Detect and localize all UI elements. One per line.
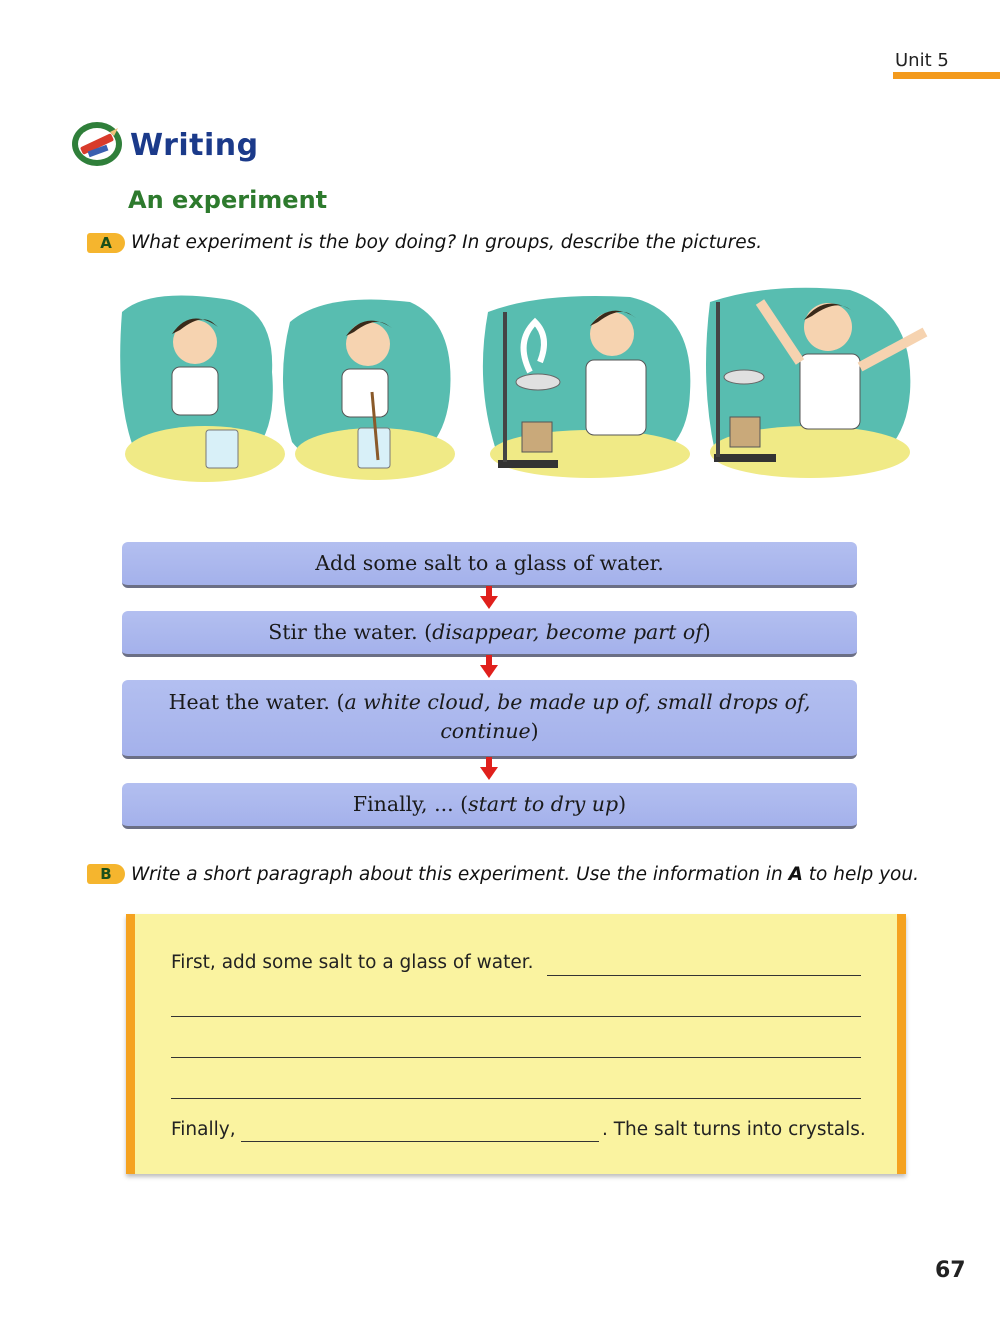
- writing-line-5[interactable]: [241, 1141, 599, 1142]
- part-b-instruction: [131, 864, 919, 885]
- writing-line-3[interactable]: [171, 1057, 861, 1058]
- finally-label: Finally,: [171, 1119, 236, 1140]
- step-2-stir: [122, 611, 857, 657]
- picture-heat: [483, 296, 690, 478]
- part-b-instruction-end: to help you.: [802, 864, 919, 885]
- writing-line-2[interactable]: [171, 1016, 861, 1017]
- picture-finally: [706, 288, 925, 478]
- section-title: Writing: [130, 128, 259, 163]
- down-arrow-icon: [479, 586, 499, 610]
- unit-label: Unit 5: [895, 50, 949, 71]
- unit-accent-bar: [893, 72, 1000, 79]
- step-3-paren-open: (: [336, 690, 345, 714]
- writing-pencil-icon: [70, 118, 126, 168]
- closing-text: . The salt turns into crystals.: [602, 1119, 866, 1140]
- step-2-text: Stir the water.: [268, 620, 425, 644]
- part-a-badge: A: [87, 233, 125, 253]
- part-b-badge: B: [87, 864, 125, 884]
- step-4-paren-open: (: [460, 792, 469, 816]
- down-arrow-icon: [479, 655, 499, 679]
- step-2-paren-close: ): [702, 620, 711, 644]
- part-b-instruction-bold: A: [788, 864, 803, 885]
- step-2-hint: disappear, become part of: [432, 620, 703, 644]
- step-3-text: Heat the water.: [168, 690, 337, 714]
- picture-add-salt: [120, 296, 285, 482]
- step-4-text: Finally, ...: [352, 792, 461, 816]
- writing-line-1[interactable]: [547, 975, 861, 976]
- step-3-paren-close: ): [530, 719, 539, 743]
- page-number: 67: [935, 1258, 966, 1283]
- first-line-text: First, add some salt to a glass of water.: [171, 952, 534, 973]
- step-2-paren-open: (: [424, 620, 433, 644]
- writing-line-4[interactable]: [171, 1098, 861, 1099]
- writing-box: [126, 914, 906, 1174]
- part-b-instruction-start: Write a short paragraph about this experiment. Use the information in: [131, 864, 789, 885]
- step-3-hint: a white cloud, be made up of, small drops of, continue: [344, 690, 811, 743]
- step-4-finally: [122, 783, 857, 829]
- step-4-paren-close: ): [618, 792, 627, 816]
- step-1-text: Add some salt to a glass of water.: [315, 551, 664, 575]
- step-4-hint: start to dry up: [468, 792, 619, 816]
- down-arrow-icon: [479, 757, 499, 781]
- experiment-illustrations: [110, 282, 950, 502]
- picture-stir: [283, 300, 455, 481]
- section-subtitle: An experiment: [128, 186, 328, 214]
- step-3-heat: [122, 680, 857, 759]
- step-1-add-salt: [122, 542, 857, 588]
- part-a-instruction: What experiment is the boy doing? In groups, describe the pictures.: [131, 232, 763, 253]
